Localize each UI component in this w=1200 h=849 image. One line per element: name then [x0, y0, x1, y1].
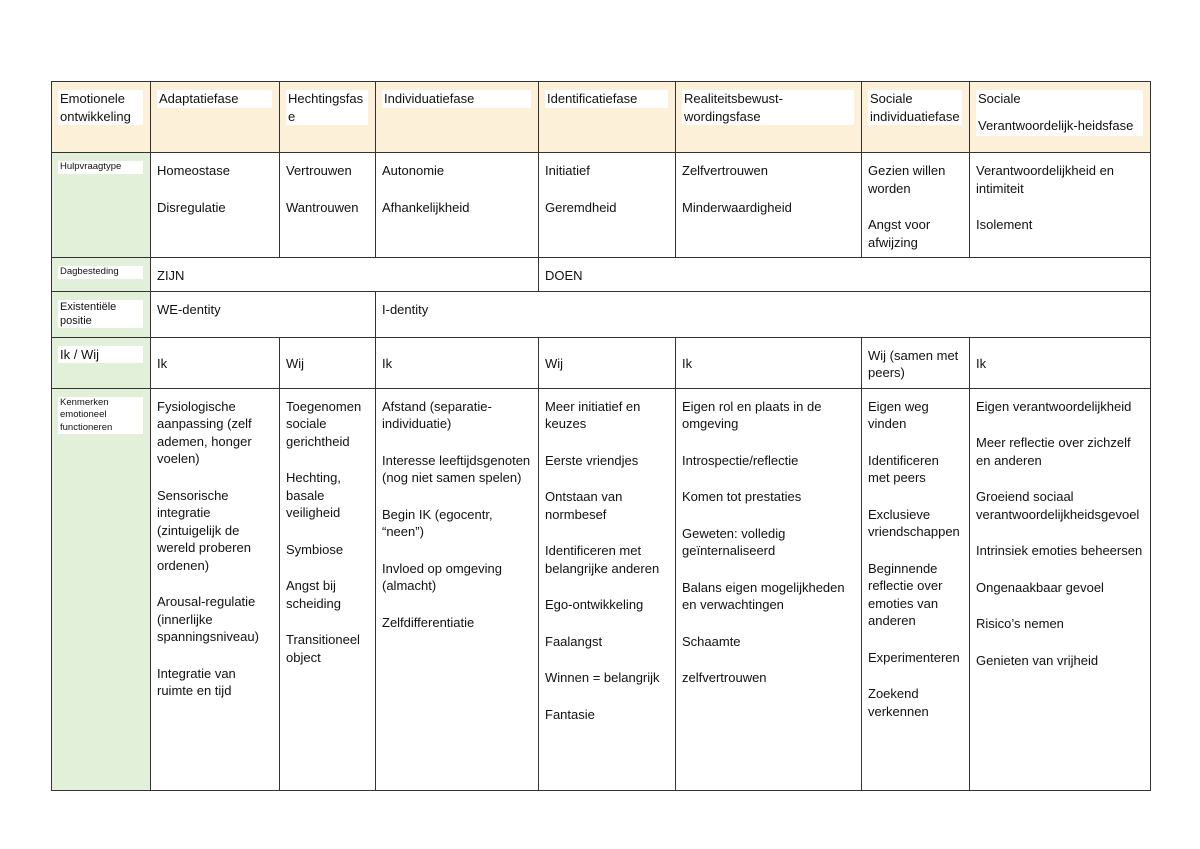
table-cell — [862, 337, 970, 388]
development-table — [51, 81, 1151, 791]
kenmerk-item: Balans eigen mogelijkheden en verwachtingen — [682, 579, 845, 612]
table-cell — [151, 337, 280, 388]
existentie-row — [52, 291, 1151, 337]
kenmerken-row — [52, 388, 1151, 790]
cell-text: WE-dentity — [157, 301, 221, 317]
row-label-cell — [52, 291, 151, 337]
cell-text: Ik — [382, 355, 393, 371]
phase-header — [376, 82, 539, 153]
kenmerk-item: Eerste vriendjes — [545, 452, 639, 468]
kenmerk-item: Zelfdifferentiatie — [382, 614, 475, 630]
cell-text: Initiatief — [545, 163, 590, 178]
header-label: Emotionele ontwikkeling — [58, 90, 143, 125]
kenmerk-item: Eigen weg vinden — [868, 398, 929, 431]
kenmerk-item: Meer initiatief en keuzes — [545, 398, 641, 431]
kenmerk-item: Identificeren met peers — [868, 452, 939, 485]
cell-text: Afhankelijkheid — [382, 199, 470, 215]
cell-text: Wij — [545, 355, 564, 371]
kenmerk-item: Identificeren met belangrijke anderen — [545, 543, 660, 576]
kenmerk-item: Winnen = belangrijk — [545, 670, 660, 685]
kenmerken-cell — [539, 388, 676, 790]
phase-label: Identificatiefase — [545, 90, 668, 108]
cell-text: Angst voor afwijzing — [868, 217, 931, 250]
kenmerk-item: Schaamte — [682, 633, 741, 649]
table-cell — [280, 337, 376, 388]
kenmerk-item: Experimenteren — [868, 649, 960, 665]
cell-text: Isolement — [976, 217, 1033, 232]
kenmerk-item: Zoekend verkennen — [868, 686, 929, 719]
kenmerk-item: Ontstaan van normbesef — [545, 489, 623, 522]
kenmerk-item: Invloed op omgeving (almacht) — [382, 560, 502, 593]
row-label: Dagbesteding — [58, 266, 143, 279]
kenmerk-item: Genieten van vrijheid — [976, 652, 1099, 668]
kenmerk-item: Ego-ontwikkeling — [545, 597, 644, 612]
cell-text: Ik — [157, 355, 168, 371]
phase-header — [280, 82, 376, 153]
kenmerken-cell — [376, 388, 539, 790]
header-row — [52, 82, 1151, 153]
phase-header — [970, 82, 1151, 153]
table-cell — [151, 291, 376, 337]
row-label-cell — [52, 337, 151, 388]
row-label-cell — [52, 258, 151, 292]
kenmerk-item: Arousal-regulatie (innerlijke spanningsniveau) — [157, 594, 259, 644]
kenmerk-item: Groeiend sociaal verantwoordelijkheidsgevoel — [976, 489, 1140, 522]
kenmerk-item: Afstand (separatie-individuatie) — [382, 398, 492, 431]
cell-text: Wantrouwen — [286, 199, 359, 215]
kenmerk-item: Toegenomen sociale gerichtheid — [286, 398, 362, 449]
cell-text: Disregulatie — [157, 199, 226, 215]
kenmerk-item: zelfvertrouwen — [682, 670, 767, 685]
table-cell — [280, 153, 376, 258]
cell-text: I-dentity — [382, 301, 429, 317]
table-cell — [539, 337, 676, 388]
phase-header — [676, 82, 862, 153]
cell-text: Gezien willen worden — [868, 163, 946, 196]
kenmerk-item: Risico’s nemen — [976, 616, 1064, 631]
kenmerk-item: Faalangst — [545, 633, 603, 649]
cell-text: Wij — [286, 355, 305, 371]
kenmerk-item: Fantasie — [545, 706, 595, 722]
kenmerk-item: Integratie van ruimte en tijd — [157, 665, 236, 698]
cell-text: ZIJN — [157, 268, 185, 283]
table-cell — [376, 153, 539, 258]
phase-label: Sociale individuatiefase — [868, 90, 962, 125]
kenmerk-item: Eigen verantwoordelijkheid — [976, 398, 1132, 414]
kenmerk-item: Geweten: volledig geïnternaliseerd — [682, 525, 786, 558]
kenmerk-item: Exclusieve vriendschappen — [868, 506, 960, 539]
kenmerk-item: Transitioneel object — [286, 632, 360, 665]
kenmerk-item: Intrinsiek emoties beheersen — [976, 543, 1143, 558]
phase-header — [862, 82, 970, 153]
kenmerken-cell — [862, 388, 970, 790]
kenmerken-cell — [280, 388, 376, 790]
row-label-cell — [52, 388, 151, 790]
kenmerk-item: Beginnende reflectie over emoties van anderen — [868, 560, 943, 628]
row-label-cell — [52, 153, 151, 258]
phase-label: Realiteitsbewust-wordingsfase — [682, 90, 854, 125]
table-cell — [970, 153, 1151, 258]
kenmerk-item: Meer reflectie over zichzelf en anderen — [976, 435, 1131, 468]
kenmerk-item: Eigen rol en plaats in de omgeving — [682, 398, 822, 431]
phase-label: Adaptatiefase — [157, 90, 272, 108]
kenmerken-cell — [676, 388, 862, 790]
table-cell — [676, 153, 862, 258]
row-label: Kenmerken emotioneel functioneren — [58, 397, 143, 435]
phase-label-line: Verantwoordelijk-heidsfase — [978, 117, 1134, 133]
phase-label-line: Sociale — [978, 91, 1021, 106]
cell-text: Geremdheid — [545, 199, 617, 215]
table-cell — [151, 258, 539, 292]
cell-text: Wij (samen met peers) — [868, 347, 959, 380]
kenmerk-item: Sensorische integratie (zintuigelijk de wereld proberen ordenen) — [157, 487, 251, 573]
cell-text: Verantwoordelijkheid en intimiteit — [976, 163, 1115, 196]
table-cell — [676, 337, 862, 388]
phase-label — [976, 90, 1143, 136]
kenmerk-item: Introspectie/reflectie — [682, 452, 799, 468]
kenmerk-item: Symbiose — [286, 541, 344, 557]
kenmerk-item: Fysiologische aanpassing (zelf ademen, honger voelen) — [157, 398, 252, 466]
dagbesteding-row — [52, 258, 1151, 292]
hulpvraag-row — [52, 153, 1151, 258]
kenmerken-cell — [970, 388, 1151, 790]
phase-header — [539, 82, 676, 153]
table-cell — [151, 153, 280, 258]
table-cell — [376, 291, 1151, 337]
cell-text: Autonomie — [382, 163, 445, 178]
row-label: Hulpvraagtype — [58, 161, 143, 174]
cell-text: Vertrouwen — [286, 163, 352, 178]
cell-text: Homeostase — [157, 163, 230, 178]
cell-text: DOEN — [545, 268, 583, 283]
header-label-cell — [52, 82, 151, 153]
table-cell — [539, 153, 676, 258]
kenmerk-item: Komen tot prestaties — [682, 489, 802, 504]
table-cell — [539, 258, 1151, 292]
kenmerk-item: Ongenaakbaar gevoel — [976, 579, 1104, 595]
phase-label: Individuatiefase — [382, 90, 531, 108]
cell-text: Zelfvertrouwen — [682, 163, 768, 178]
cell-text: Minderwaardigheid — [682, 199, 792, 215]
kenmerk-item: Begin IK (egocentr, “neen”) — [382, 506, 493, 539]
table-cell — [970, 337, 1151, 388]
kenmerk-item: Hechting, basale veiligheid — [286, 470, 341, 520]
cell-text: Ik — [976, 355, 987, 371]
kenmerken-cell — [151, 388, 280, 790]
kenmerk-item: Angst bij scheiding — [286, 578, 341, 611]
phase-label: Hechtingsfase — [286, 90, 368, 125]
row-label: Ik / Wij — [58, 346, 143, 364]
table-cell — [376, 337, 539, 388]
cell-text: Ik — [682, 355, 693, 371]
ikwij-row — [52, 337, 1151, 388]
table-cell — [862, 153, 970, 258]
phase-header — [151, 82, 280, 153]
kenmerk-item: Interesse leeftijdsgenoten (nog niet samen spelen) — [382, 452, 531, 485]
row-label: Existentiële positie — [58, 300, 143, 328]
